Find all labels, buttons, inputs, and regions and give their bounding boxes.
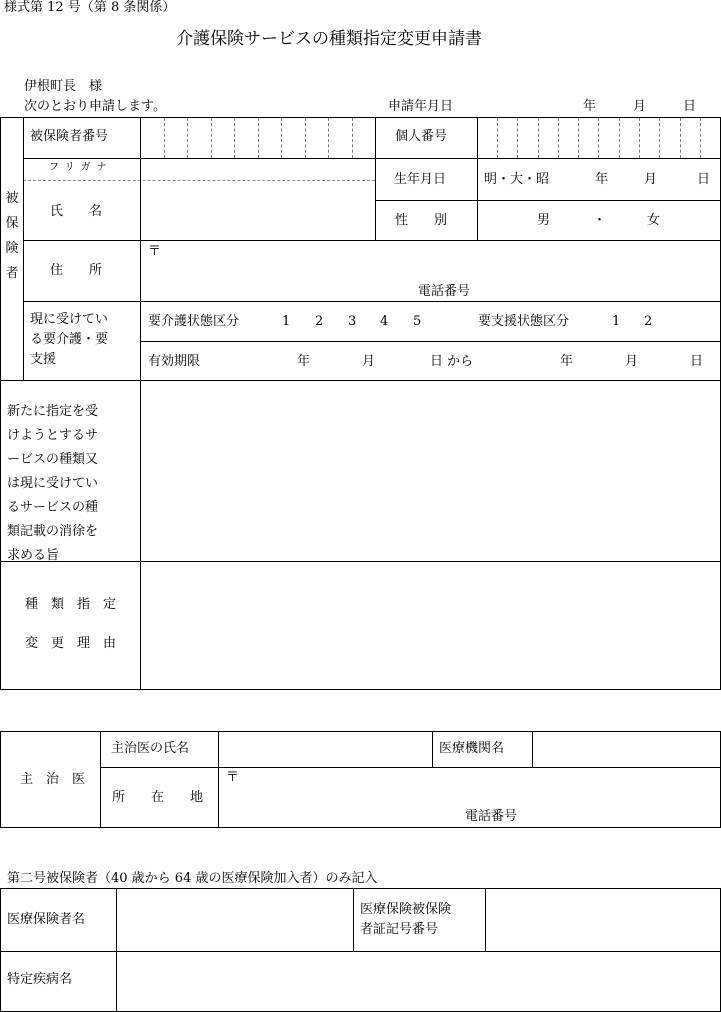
disease-input[interactable]	[117, 952, 720, 1011]
insured-number-input[interactable]	[141, 118, 374, 158]
care-level-label: 要介護状態区分	[148, 314, 240, 329]
validity-to-day: 日	[690, 354, 704, 369]
doctor-side-label: 主 治 医	[20, 772, 86, 787]
new-designation-label: 新たに指定を受 けようとするサ ービスの種類又 は現に受けてい るサービスの種 類記載の消徐を 求める旨	[7, 404, 99, 563]
care-level-5[interactable]: 5	[413, 314, 422, 329]
care-level-3[interactable]: 3	[348, 314, 357, 329]
application-date-year: 年	[583, 99, 597, 114]
insurance-card-input[interactable]	[486, 889, 720, 951]
birth-era[interactable]: 明・大・昭	[484, 172, 550, 187]
current-certification-label: 現に受けてい る要介護・要 支援	[30, 312, 109, 367]
personal-number-label: 個人番号	[395, 129, 448, 144]
personal-number-input[interactable]	[478, 118, 720, 158]
birth-day: 日	[697, 172, 711, 187]
name-label: 氏 名	[50, 204, 103, 219]
doctor-name-label: 主治医の氏名	[111, 741, 190, 756]
medical-insurer-input[interactable]	[117, 889, 352, 951]
intro-text: 次のとおり申請します。	[24, 99, 166, 114]
addressee: 伊根町長 様	[24, 79, 103, 94]
sex-female-option[interactable]: 女	[647, 213, 661, 228]
validity-to-month: 月	[625, 354, 639, 369]
reason-label-line2: 変 更 理 由	[25, 636, 117, 651]
doctor-postal-mark: 〒	[226, 770, 240, 785]
sex-label: 性 別	[395, 213, 448, 228]
insured-side-label: 被 保 険 者	[5, 191, 19, 281]
name-input[interactable]	[141, 182, 374, 240]
address-label: 住 所	[50, 263, 103, 278]
form-number: 様式第 12 号（第 8 条関係）	[4, 0, 176, 15]
validity-from-month: 月	[362, 354, 376, 369]
birth-date-label: 生年月日	[394, 172, 447, 187]
validity-from-year: 年	[297, 354, 311, 369]
support-level-label: 要支援状態区分	[478, 314, 570, 329]
new-designation-input[interactable]	[141, 381, 720, 561]
page-title: 介護保険サービスの種類指定変更申請書	[176, 29, 482, 49]
validity-to-year: 年	[560, 354, 574, 369]
support-level-2[interactable]: 2	[644, 314, 653, 329]
validity-label: 有効期限	[148, 354, 201, 369]
doctor-name-input[interactable]	[219, 732, 431, 767]
care-level-2[interactable]: 2	[315, 314, 324, 329]
location-label: 所 在 地	[112, 790, 204, 805]
institution-label: 医療機関名	[439, 741, 505, 756]
phone-label: 電話番号	[418, 284, 471, 299]
birth-year: 年	[595, 172, 609, 187]
insurance-card-label: 医療保険被保険 者証記号番号	[360, 902, 452, 937]
medical-insurer-label: 医療保険者名	[7, 912, 86, 927]
support-level-1[interactable]: 1	[612, 314, 621, 329]
reason-label-line1: 種 類 指 定	[25, 597, 117, 612]
birth-month: 月	[644, 172, 658, 187]
care-level-4[interactable]: 4	[380, 314, 389, 329]
second-insured-note: 第二号被保険者（40 歳から 64 歳の医療保険加入者）のみ記入	[7, 871, 378, 886]
disease-label: 特定疾病名	[7, 972, 73, 987]
application-date-label: 申請年月日	[388, 99, 454, 114]
care-level-1[interactable]: 1	[282, 314, 291, 329]
validity-from-day: 日 から	[430, 354, 474, 369]
furigana-label: フリガナ	[49, 162, 113, 173]
sex-male-option[interactable]: 男	[537, 213, 551, 228]
application-date-day: 日	[683, 99, 697, 114]
reason-input[interactable]	[141, 562, 720, 689]
institution-input[interactable]	[533, 732, 720, 767]
furigana-input[interactable]	[141, 159, 374, 179]
doctor-phone-label: 電話番号	[465, 809, 518, 824]
sex-separator: ・	[593, 213, 607, 228]
application-date-month: 月	[633, 99, 647, 114]
postal-mark: 〒	[148, 244, 162, 259]
insured-number-label: 被保険者番号	[30, 129, 109, 144]
